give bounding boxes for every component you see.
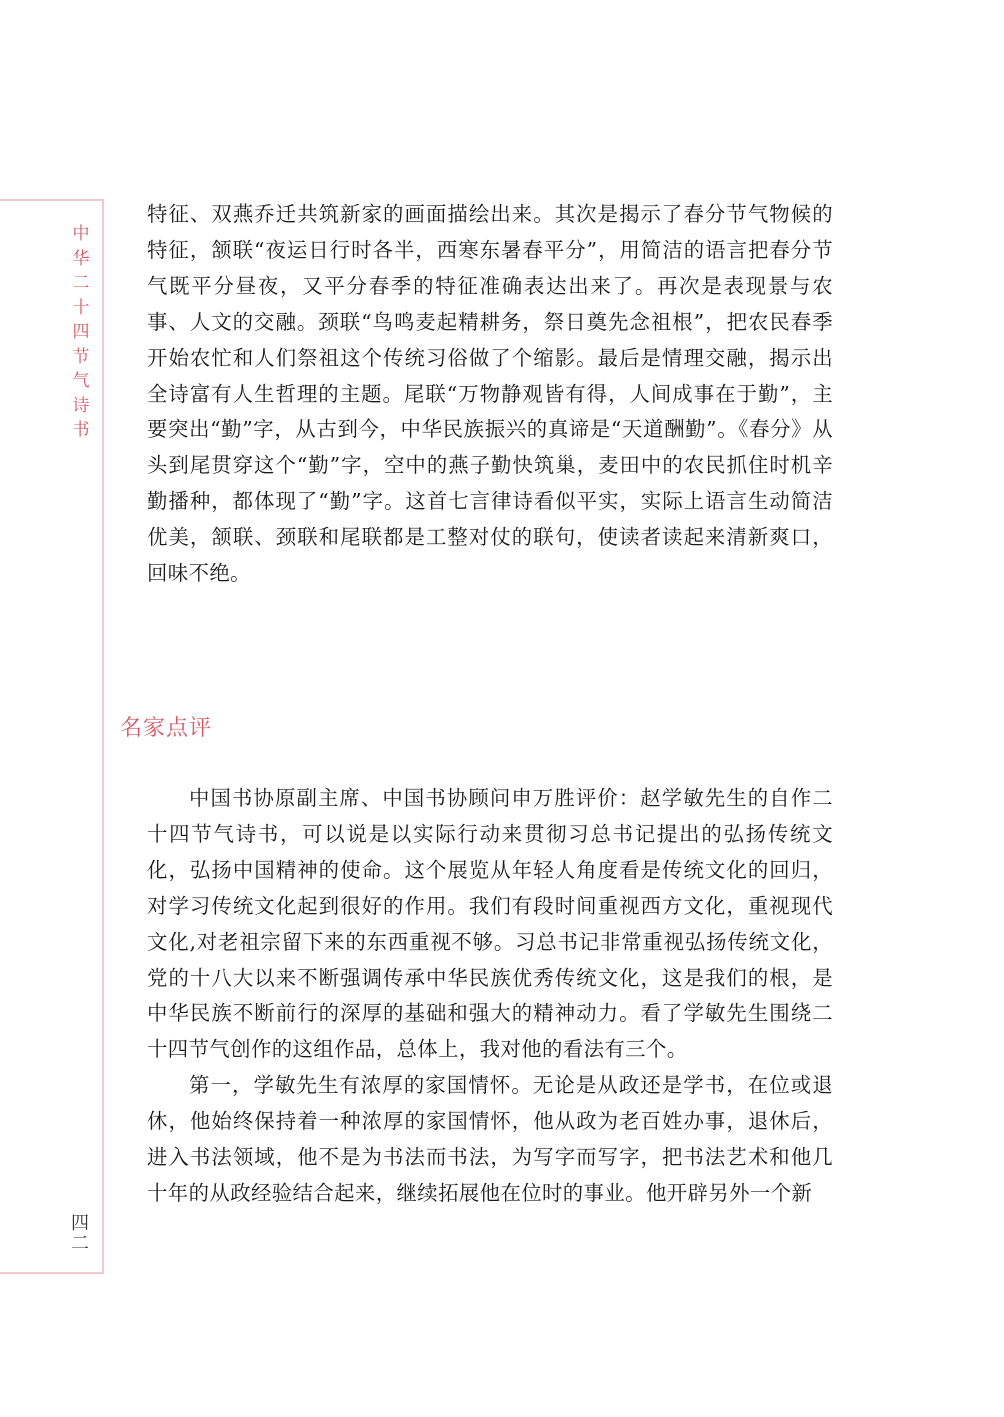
continued-paragraph: 特征、双燕乔迁共筑新家的画面描绘出来。其次是揭示了春分节气物候的特征，颔联“夜运日行时各半，西寒东暑春平分”，用简洁的语言把春分节气既平分昼夜，又平分春季的特征准确表达出来了。再次是表现景与农事、人文的交融。颈联“鸟鸣麦起精耕务，祭日奠先念祖根”，把农民春季开始农忙和人们祭祖这个传统习俗做了个缩影。最后是情理交融，揭示出全诗富有人生哲理的主题。尾联“万物静观皆有得，人间成事在于勤”，主要突出“勤”字，从古到今，中华民族振兴的真谛是“天道酬勤”。《春分》从头到尾贯穿这个“勤”字，空中的燕子勤快筑巢，麦田中的农民抓住时机辛勤播种，都体现了“勤”字。这首七言律诗看似平实，实际上语言生动简洁优美，颔联、颈联和尾联都是工整对仗的联句，使读者读起来清新爽口，回味不绝。 bbox=[147, 202, 833, 586]
book-title-char: 书 bbox=[72, 420, 90, 440]
book-title-char: 十 bbox=[72, 297, 90, 318]
book-title-char: 节 bbox=[72, 346, 90, 367]
running-book-title bbox=[70, 222, 92, 443]
book-title-char: 二 bbox=[72, 273, 90, 293]
review-paragraph: 中国书协原副主席、中国书协顾问申万胜评价：赵学敏先生的自作二十四节气诗书，可以说是以实际行动来贯彻习总书记提出的弘扬传统文化，弘扬中国精神的使命。这个展览从年轻人角度看是传统文化的回归，对学习传统文化起到很好的作用。我们有段时间重视西方文化，重视现代文化,对老祖宗留下来的东西重视不够。习总书记非常重视弘扬传统文化，党的十八大以来不断强调传承中华民族优秀传统文化，这是我们的根，是中华民族不断前行的深厚的基础和强大的精神动力。看了学敏先生围绕二十四节气创作的这组作品，总体上，我对他的看法有三个。 bbox=[147, 786, 833, 1062]
review-paragraph: 第一，学敏先生有浓厚的家国情怀。无论是从政还是学书，在位或退休，他始终保持着一种浓厚的家国情怀，他从政为老百姓办事，退休后，进入书法领域，他不是为书法而书法，为写字而写字，把书法艺术和他几十年的从政经验结合起来，继续拓展他在位时的事业。他开辟另外一个新 bbox=[147, 1073, 833, 1205]
section-body bbox=[147, 781, 833, 1212]
book-title-char: 中 bbox=[72, 224, 90, 244]
page-number-char: 二 bbox=[71, 1233, 89, 1254]
page-content bbox=[120, 197, 833, 1205]
page-number-char: 四 bbox=[71, 1213, 89, 1234]
page-number bbox=[68, 1214, 92, 1254]
section-heading: 名家点评 bbox=[120, 716, 213, 741]
book-title-char: 诗 bbox=[72, 395, 90, 416]
book-title-char: 华 bbox=[72, 248, 90, 269]
book-title-char: 四 bbox=[72, 322, 90, 342]
book-title-char: 气 bbox=[72, 371, 90, 391]
